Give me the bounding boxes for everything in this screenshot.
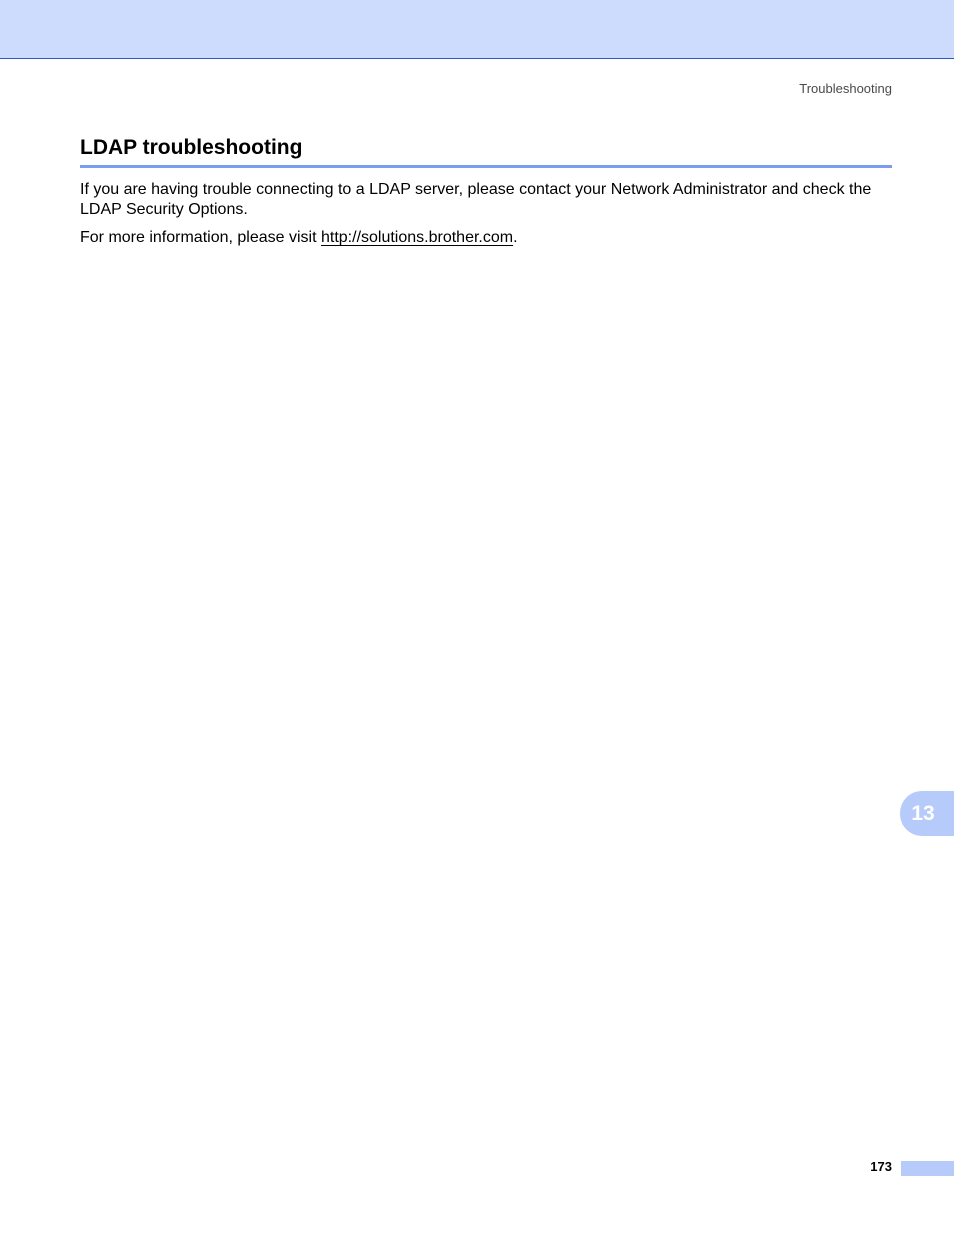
page-number: 173 [870, 1159, 892, 1174]
body-paragraph: If you are having trouble connecting to a LDAP server, please contact your Network Administrator and check the LDAP Security Options. [80, 181, 872, 218]
chapter-tab [900, 791, 954, 836]
more-info-text: For more information, please visit [80, 229, 321, 246]
more-info-suffix: . [513, 229, 518, 246]
body-paragraph-more-info [80, 228, 892, 248]
header-band [0, 0, 954, 59]
running-header: Troubleshooting [799, 81, 892, 96]
chapter-number: 13 [911, 802, 935, 825]
solutions-link[interactable]: http://solutions.brother.com [320, 229, 514, 246]
title-rule [80, 165, 892, 168]
section-title: LDAP troubleshooting [80, 136, 303, 159]
page-marker [901, 1161, 954, 1176]
